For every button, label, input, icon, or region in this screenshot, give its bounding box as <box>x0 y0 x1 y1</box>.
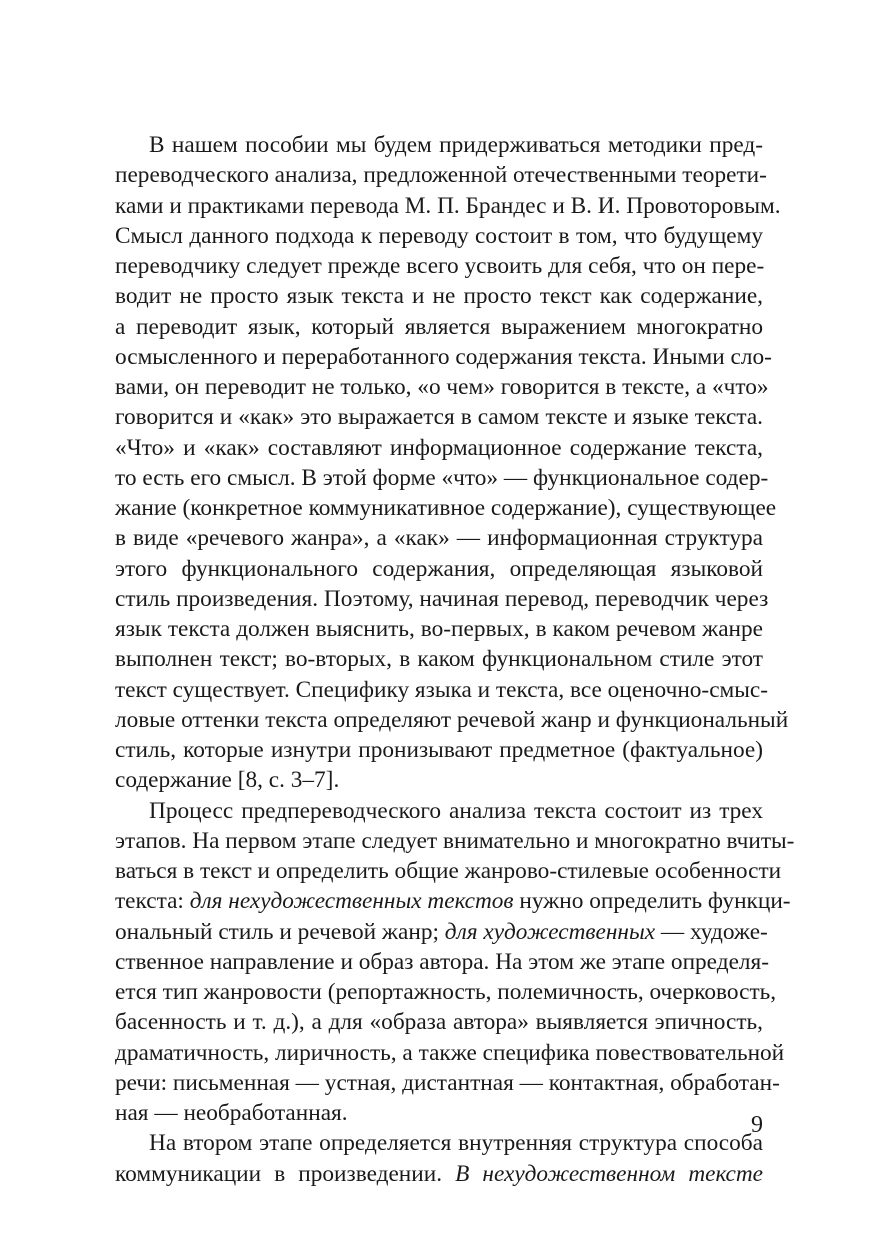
text-line: В нашем пособии мы будем придерживаться методики пред- <box>149 132 763 158</box>
text-line: стиль произведения. Поэтому, начиная перевод, переводчик через <box>115 585 769 612</box>
paragraph-2 <box>115 796 795 1129</box>
text-line: стиль, которые изнутри пронизывают предметное (фактуальное) <box>115 737 763 763</box>
paragraph-3 <box>115 1128 763 1189</box>
italic-text-run: для нехудожественных текстов <box>189 888 514 915</box>
page-body <box>115 130 795 1189</box>
text-line: содержание [8, с. 3–7]. <box>115 767 340 794</box>
text-line: На втором этапе определяется внутренняя структура способа <box>149 1130 763 1157</box>
text-line <box>115 1159 763 1189</box>
text-line: ловые оттенки текста определяют речевой жанр и функциональный <box>115 706 789 733</box>
text-line: осмысленного и переработанного содержания текста. Иными сло- <box>115 343 772 370</box>
text-line: выполнен текст; во-вторых, в каком функциональном стиле этот <box>115 646 763 673</box>
text-line: говорится и «как» это выражается в самом тексте и языке текста. <box>115 404 763 431</box>
text-line: Процесс предпереводческого анализа текста состоит из трех <box>149 797 763 824</box>
text-line: язык текста должен выяснить, во-первых, в каком речевом жанре <box>115 616 763 642</box>
text-line: Смысл данного подхода к переводу состоит в том, что будущему <box>115 222 763 249</box>
text-line <box>115 917 768 947</box>
text-run: текста: <box>115 888 190 915</box>
italic-text-run: для художественных <box>444 918 656 945</box>
text-line: ваться в текст и определить общие жанрово-стилевые особенности <box>115 858 782 884</box>
text-line: а переводит язык, который является выражением многократно <box>115 313 763 340</box>
text-line: переводческого анализа, предложенной отечественными теорети- <box>115 162 767 189</box>
text-line: текст существует. Специфику языка и текста, все оценочно-смыс- <box>115 676 769 703</box>
text-run: коммуникации в произведении. <box>115 1160 456 1187</box>
text-line: жание (конкретное коммуникативное содержание), существующее <box>115 495 777 521</box>
text-run: ональный стиль и речевой жанр; <box>115 918 445 945</box>
text-line: переводчику следует прежде всего усвоить для себя, что он пере- <box>115 253 765 279</box>
text-line: ется тип жанровости (репортажность, полемичность, очерковость, <box>115 979 777 1005</box>
page-number: 9 <box>751 1112 763 1138</box>
text-line: ная — необработанная. <box>115 1100 348 1126</box>
text-line: ственное направление и образ автора. На этом же этапе определя- <box>115 948 770 975</box>
text-line: в виде «речевого жанра», а «как» — информационная структура <box>115 525 763 552</box>
paragraph-1 <box>115 130 789 796</box>
text-run: нужно определить функци- <box>513 888 791 915</box>
text-line: водит не просто язык текста и не просто текст как содержание, <box>115 283 763 310</box>
text-line: «Что» и «как» составляют информационное содержание текста, <box>115 434 763 461</box>
text-line: речи: письменная — устная, дистантная — контактная, обработан- <box>115 1069 780 1096</box>
text-line <box>115 886 791 916</box>
text-line: драматичность, лиричность, а также специфика повествовательной <box>115 1039 785 1066</box>
italic-text-run: В нехудожественном тексте <box>455 1160 764 1187</box>
text-line: этого функционального содержания, определяющая языковой <box>115 555 763 582</box>
text-line: вами, он переводит не только, «о чем» говорится в тексте, а «что» <box>115 374 769 400</box>
text-line: этапов. На первом этапе следует внимательно и многократно вчиты- <box>115 827 795 854</box>
text-line: то есть его смысл. В этой форме «что» — функциональное содер- <box>115 464 769 491</box>
text-line: ками и практиками перевода М. П. Брандес и В. И. Провоторовым. <box>115 192 781 219</box>
text-run: — художе- <box>655 918 768 945</box>
text-line: басенность и т. д.), а для «образа автора» выявляется эпичность, <box>115 1009 763 1036</box>
